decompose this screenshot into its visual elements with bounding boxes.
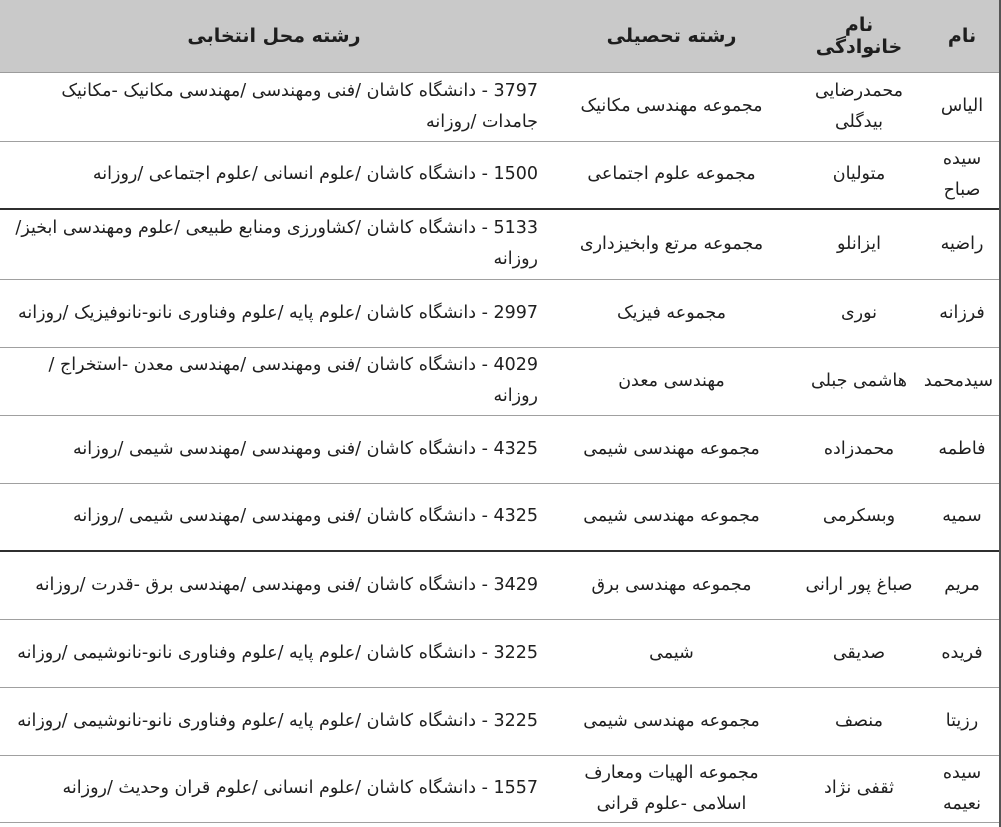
- cell-major: مهندسی معدن: [548, 347, 795, 415]
- cell-family: ایزانلو: [795, 209, 923, 279]
- cell-family: هاشمی جبلی: [795, 347, 923, 415]
- cell-family: صباغ پور ارانی: [795, 551, 923, 619]
- cell-choice: 4325 - دانشگاه کاشان /فنی ومهندسی /مهندسی شیمی /روزانه: [0, 415, 548, 483]
- cell-family: صدیقی: [795, 619, 923, 687]
- table-row: [0, 551, 1001, 619]
- table-row: [0, 415, 1001, 483]
- cell-family: ثقفی نژاد: [795, 755, 923, 822]
- cell-major: مجموعه مهندسی شیمی: [548, 483, 795, 551]
- cell-choice: 1500 - دانشگاه کاشان /علوم انسانی /علوم اجتماعی /روزانه: [0, 141, 548, 209]
- cell-family: وبسکرمی: [795, 483, 923, 551]
- table-row: [0, 141, 1001, 209]
- cell-major: مجموعه فیزیک: [548, 279, 795, 347]
- cell-name: سمیه: [923, 483, 1001, 551]
- cell-choice: 3429 - دانشگاه کاشان /فنی ومهندسی /مهندسی برق -قدرت /روزانه: [0, 551, 548, 619]
- header-family: نام خانوادگی: [795, 0, 923, 72]
- cell-major: مجموعه مرتع وابخیزداری: [548, 209, 795, 279]
- cell-name: مریم: [923, 551, 1001, 619]
- cell-family: منصف: [795, 687, 923, 755]
- cell-name: راضیه: [923, 209, 1001, 279]
- cell-family: نوری: [795, 279, 923, 347]
- cell-major: مجموعه مهندسی برق: [548, 551, 795, 619]
- cell-name: سیده نعیمه: [923, 755, 1001, 822]
- table-row: [0, 483, 1001, 551]
- cell-major: مجموعه مهندسی مکانیک: [548, 72, 795, 141]
- table-row: [0, 347, 1001, 415]
- cell-name: الیاس: [923, 72, 1001, 141]
- table-header-row: [0, 0, 1001, 72]
- cell-choice: 3225 - دانشگاه کاشان /علوم پایه /علوم وفناوری نانو-نانوشیمی /روزانه: [0, 687, 548, 755]
- cell-family: محمدرضایی بیدگلی: [795, 72, 923, 141]
- table-row: [0, 687, 1001, 755]
- cell-name: فریده: [923, 619, 1001, 687]
- cell-major: مجموعه مهندسی شیمی: [548, 687, 795, 755]
- cell-family: محمدزاده: [795, 415, 923, 483]
- header-name: نام: [923, 0, 1001, 72]
- cell-name: سیدمحمد: [923, 347, 1001, 415]
- table-row: [0, 755, 1001, 822]
- cell-choice: 3797 - دانشگاه کاشان /فنی ومهندسی /مهندسی مکانیک -مکانیک جامدات /روزانه: [0, 72, 548, 141]
- table-row: [0, 72, 1001, 141]
- cell-choice: 1557 - دانشگاه کاشان /علوم انسانی /علوم قران وحدیث /روزانه: [0, 755, 548, 822]
- cell-name: فاطمه: [923, 415, 1001, 483]
- cell-name: رزیتا: [923, 687, 1001, 755]
- cell-choice: 4325 - دانشگاه کاشان /فنی ومهندسی /مهندسی شیمی /روزانه: [0, 483, 548, 551]
- table-row: [0, 209, 1001, 279]
- cell-name: فرزانه: [923, 279, 1001, 347]
- table-row: [0, 279, 1001, 347]
- cell-major: شیمی: [548, 619, 795, 687]
- cell-name: سیده صباح: [923, 141, 1001, 209]
- header-choice: رشته محل انتخابی: [0, 0, 548, 72]
- table-row: [0, 619, 1001, 687]
- cell-choice: 2997 - دانشگاه کاشان /علوم پایه /علوم وفناوری نانو-نانوفیزیک /روزانه: [0, 279, 548, 347]
- cell-major: مجموعه علوم اجتماعی: [548, 141, 795, 209]
- cell-choice: 3225 - دانشگاه کاشان /علوم پایه /علوم وفناوری نانو-نانوشیمی /روزانه: [0, 619, 548, 687]
- cell-family: متولیان: [795, 141, 923, 209]
- cell-major: مجموعه مهندسی شیمی: [548, 415, 795, 483]
- cell-major: مجموعه الهیات ومعارف اسلامی -علوم قرانی: [548, 755, 795, 822]
- cell-choice: 5133 - دانشگاه کاشان /کشاورزی ومنابع طبیعی /علوم ومهندسی ابخیز/روزانه: [0, 209, 548, 279]
- cell-choice: 4029 - دانشگاه کاشان /فنی ومهندسی /مهندسی معدن -استخراج /روزانه: [0, 347, 548, 415]
- header-major: رشته تحصیلی: [548, 0, 795, 72]
